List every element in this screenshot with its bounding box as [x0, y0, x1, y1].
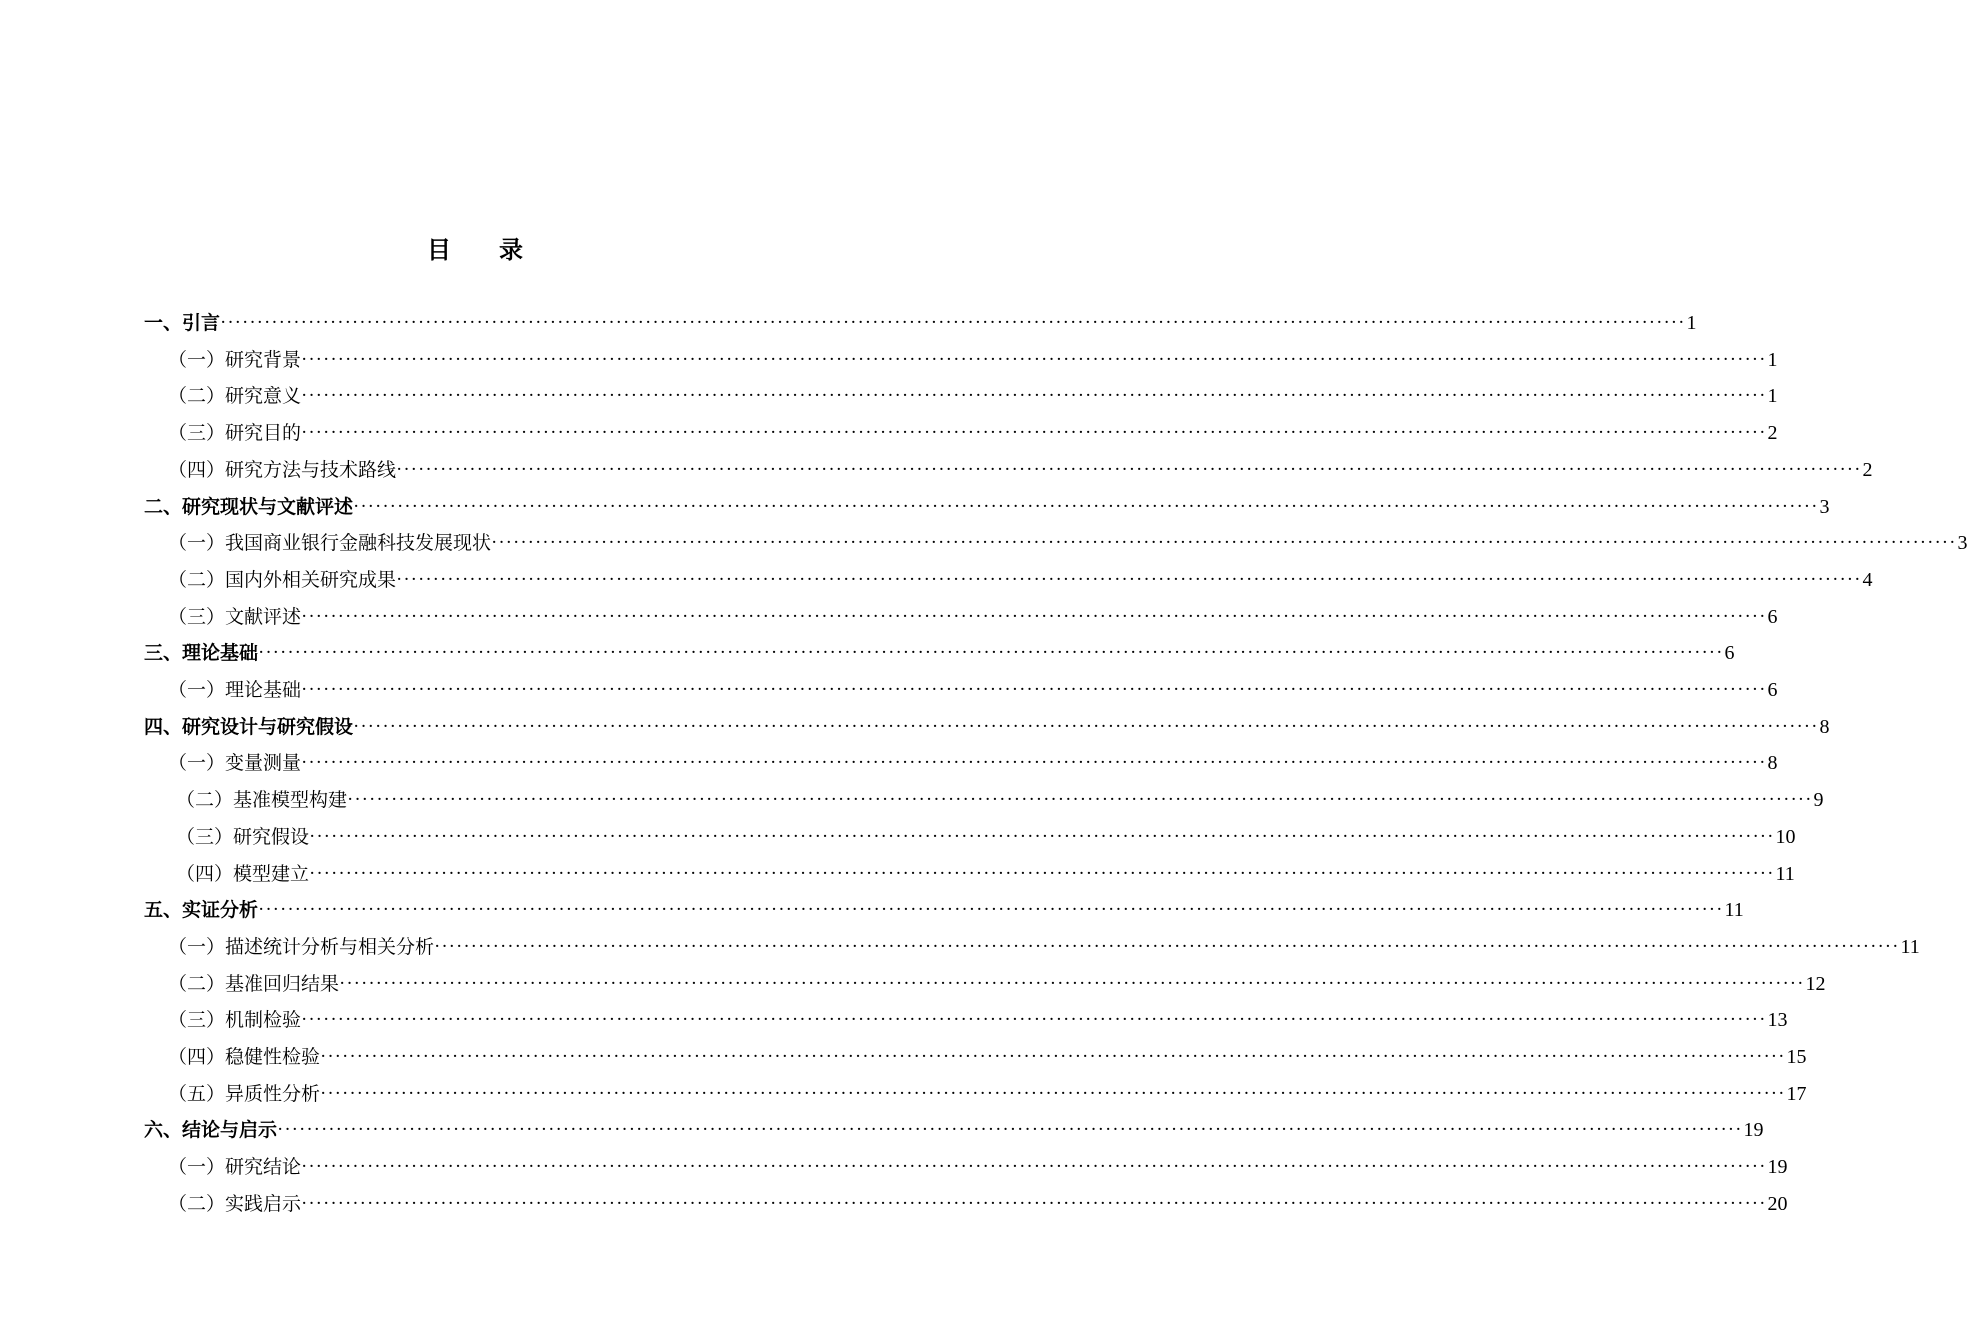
toc-entry-title: 二、研究现状与文献评述	[144, 495, 354, 518]
toc-page-number: 1	[1767, 385, 1778, 408]
toc-subsection[interactable]	[168, 969, 1826, 999]
toc-dot-leader: ········································································································································································································	[220, 312, 1686, 333]
toc-entry-title: （二）基准回归结果	[168, 972, 340, 995]
toc-dot-leader: ········································································································································································································	[434, 935, 1900, 957]
toc-page-number: 3	[1957, 532, 1967, 555]
toc-page-number: 15	[1786, 1046, 1807, 1068]
toc-dot-leader: ········································································································································································································	[396, 458, 1862, 480]
toc-subsection[interactable]	[176, 822, 1796, 852]
toc-entry-title: （二）实践启示	[168, 1192, 302, 1215]
toc-dot-leader: ········································································································································································································	[347, 789, 1813, 811]
toc-dot-leader: ········································································································································································································	[301, 679, 1767, 700]
toc-subsection[interactable]	[168, 565, 1873, 595]
toc-page-number: 10	[1775, 825, 1796, 848]
toc-page-number: 1	[1767, 348, 1778, 371]
toc-section[interactable]	[144, 712, 1830, 742]
toc-section[interactable]	[144, 308, 1697, 338]
toc-subsection[interactable]	[168, 675, 1778, 705]
toc-subsection[interactable]	[168, 932, 1920, 962]
toc-section[interactable]	[144, 1115, 1764, 1145]
toc-subsection[interactable]	[176, 859, 1795, 889]
toc-page-number: 11	[1900, 935, 1920, 958]
toc-entry-title: （一）研究结论	[168, 1156, 302, 1179]
toc-page-number: 2	[1862, 458, 1873, 481]
toc-page-number: 11	[1775, 862, 1795, 885]
toc-entry-title: （一）描述统计分析与相关分析	[168, 935, 435, 958]
toc-dot-leader: ········································································································································································································	[491, 532, 1957, 554]
toc-entry-title: （三）研究目的	[168, 422, 302, 445]
toc-entry-title: （二）基准模型构建	[176, 789, 348, 812]
toc-entry-title: 五、实证分析	[144, 899, 259, 922]
toc-page-number: 6	[1767, 605, 1778, 628]
toc-dot-leader: ········································································································································································································	[353, 495, 1819, 517]
toc-subsection[interactable]	[168, 602, 1778, 632]
toc-entry-title: （一）我国商业银行金融科技发展现状	[168, 532, 492, 555]
toc-page-number: 4	[1862, 568, 1873, 591]
toc-dot-leader: ········································································································································································································	[301, 385, 1767, 407]
toc-entry-title: （二）研究意义	[168, 385, 302, 408]
toc-entry-title: （三）机制检验	[168, 1009, 302, 1032]
toc-entry-title: （四）稳健性检验	[168, 1046, 321, 1068]
toc-page-number: 3	[1819, 495, 1830, 518]
toc-dot-leader: ········································································································································································································	[301, 422, 1767, 444]
toc-entry-title: （四）研究方法与技术路线	[168, 458, 397, 481]
toc-subsection[interactable]	[168, 528, 1967, 558]
toc-subsection[interactable]	[168, 748, 1778, 778]
toc-entry-title: （三）文献评述	[168, 605, 302, 628]
toc-dot-leader: ········································································································································································································	[320, 1082, 1786, 1104]
toc-dot-leader: ········································································································································································································	[301, 1009, 1767, 1031]
toc-subsection[interactable]	[168, 381, 1778, 411]
toc-page-number: 19	[1767, 1156, 1788, 1179]
toc-page-number: 8	[1819, 715, 1830, 738]
toc-dot-leader: ········································································································································································································	[301, 1192, 1767, 1214]
toc-entry-title: 一、引言	[144, 312, 221, 334]
toc-entry-title: 六、结论与启示	[144, 1119, 278, 1142]
toc-dot-leader: ········································································································································································································	[258, 642, 1724, 664]
toc-entry-title: （五）异质性分析	[168, 1082, 321, 1105]
toc-subsection[interactable]	[168, 1189, 1788, 1219]
toc-dot-leader: ········································································································································································································	[301, 752, 1767, 774]
toc-entry-title: （一）研究背景	[168, 348, 302, 371]
toc-page-number: 13	[1767, 1009, 1788, 1032]
toc-dot-leader: ········································································································································································································	[277, 1119, 1743, 1141]
toc-dot-leader: ········································································································································································································	[309, 862, 1775, 884]
toc-page-number: 12	[1805, 972, 1826, 995]
toc-subsection[interactable]	[168, 1079, 1807, 1109]
toc-subsection[interactable]	[168, 1152, 1788, 1182]
toc-section[interactable]	[144, 895, 1744, 925]
toc-page-number: 9	[1813, 789, 1824, 812]
toc-page-number: 19	[1743, 1119, 1764, 1142]
toc-page-number: 2	[1767, 422, 1778, 445]
toc-entry-title: 四、研究设计与研究假设	[144, 715, 354, 738]
toc-dot-leader: ········································································································································································································	[301, 605, 1767, 627]
page-title	[0, 232, 950, 268]
toc-page-number: 20	[1767, 1192, 1788, 1215]
toc-entry-title: （四）模型建立	[176, 862, 310, 885]
toc-entry-title: 三、理论基础	[144, 642, 259, 665]
toc-page-number: 6	[1724, 642, 1735, 665]
toc-subsection[interactable]	[168, 345, 1778, 375]
toc-entry-title: （二）国内外相关研究成果	[168, 568, 397, 591]
toc-subsection[interactable]	[168, 418, 1778, 448]
page-title-char-1: 目	[427, 236, 451, 264]
toc-dot-leader: ········································································································································································································	[258, 899, 1724, 921]
toc-entry-title: （一）理论基础	[168, 679, 302, 701]
toc-page-number: 1	[1686, 312, 1697, 334]
toc-dot-leader: ········································································································································································································	[320, 1046, 1786, 1067]
toc-entry-title: （一）变量测量	[168, 752, 302, 775]
toc-subsection[interactable]	[168, 455, 1873, 485]
toc-page-number: 6	[1767, 679, 1778, 701]
toc-page-number: 8	[1767, 752, 1778, 775]
toc-dot-leader: ········································································································································································································	[339, 972, 1805, 994]
toc-section[interactable]	[144, 492, 1830, 522]
toc-entry-title: （三）研究假设	[176, 825, 310, 848]
toc-dot-leader: ········································································································································································································	[396, 568, 1862, 590]
toc-dot-leader: ········································································································································································································	[353, 715, 1819, 737]
toc-dot-leader: ········································································································································································································	[309, 825, 1775, 847]
toc-dot-leader: ········································································································································································································	[301, 1156, 1767, 1178]
toc-subsection[interactable]	[168, 1005, 1788, 1035]
toc-page-number: 11	[1724, 899, 1744, 922]
toc-dot-leader: ········································································································································································································	[301, 348, 1767, 370]
toc-page-number: 17	[1786, 1082, 1807, 1105]
toc-subsection[interactable]	[168, 1042, 1807, 1072]
toc-subsection[interactable]	[176, 785, 1824, 815]
toc-section[interactable]	[144, 638, 1735, 668]
page-title-char-2: 录	[499, 236, 523, 264]
